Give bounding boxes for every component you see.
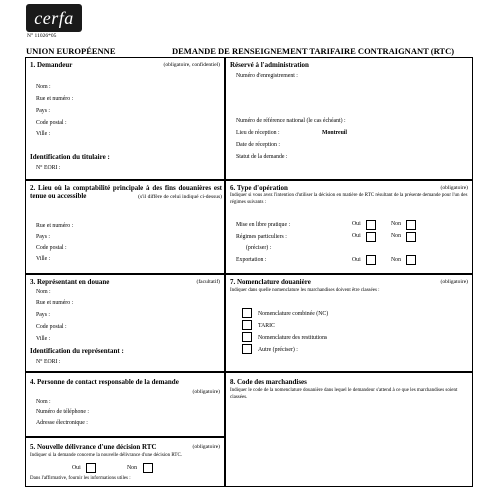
section-4-box: [25, 372, 225, 437]
s7-restitutions-checkbox[interactable]: [242, 332, 252, 342]
section-1-note: (obligatoire, confidentiel): [163, 62, 220, 68]
union-label: UNION EUROPÉENNE: [26, 46, 116, 56]
admin-place-label: Lieu de réception :: [236, 130, 280, 136]
section-7-note: (obligatoire): [440, 279, 468, 285]
s3-field-rue[interactable]: Rue et numéro :: [36, 300, 74, 306]
s3-field-ville[interactable]: Ville :: [36, 336, 51, 342]
s1-eori[interactable]: N° EORI :: [36, 165, 61, 171]
section-5-desc: Indiquer si la demande concerne la nouvelle délivrance d'une décision RTC.: [30, 453, 183, 458]
s4-field-tel[interactable]: Numéro de téléphone :: [36, 409, 89, 415]
section-6-desc: Indiquer si vous avez l'intention d'utiliser la décision en matière de RTC résultant de la présente demande pour l'un des régimes suivants :: [230, 193, 468, 205]
s2-field-ville[interactable]: Ville :: [36, 256, 51, 262]
admin-reg: Numéro d'enregistrement :: [236, 73, 298, 79]
s3-field-cp[interactable]: Code postal :: [36, 324, 67, 330]
s6-export-oui-checkbox[interactable]: [366, 255, 376, 265]
section-4-note: (obligatoire): [192, 389, 220, 395]
section-3-title: 3. Représentant en douane: [30, 278, 110, 286]
admin-ref: Numéro de référence national (le cas échéant) :: [236, 118, 346, 124]
section-1-title: 1. Demandeur: [30, 61, 73, 69]
s1-field-cp[interactable]: Code postal :: [36, 120, 67, 126]
section-3-box: [25, 274, 225, 372]
section-8-desc: Indiquer le code de la nomenclature douanière dans lequel le demandeur s'attend à ce que les marchandises soient classées.: [230, 388, 458, 400]
s6-non-label: Non: [391, 233, 401, 239]
s6-non-label: Non: [391, 257, 401, 263]
s3-field-nom[interactable]: Nom :: [36, 289, 51, 295]
s6-row-export: Exportation :: [236, 257, 267, 263]
s7-option-nc: Nomenclature combinée (NC): [258, 311, 329, 317]
s6-row-preciser: (préciser) :: [246, 245, 272, 251]
cerfa-logo: cerfa: [26, 4, 82, 32]
s7-nc-checkbox[interactable]: [242, 308, 252, 318]
section-8-title: 8. Code des marchandises: [230, 378, 307, 386]
s6-particuliers-oui-checkbox[interactable]: [366, 232, 376, 242]
s6-row-libre: Mise en libre pratique :: [236, 222, 291, 228]
s7-autre-checkbox[interactable]: [242, 344, 252, 354]
s7-taric-checkbox[interactable]: [242, 320, 252, 330]
admin-place-value: Montreuil: [322, 130, 348, 136]
s7-option-autre: Autre (préciser) :: [258, 347, 298, 353]
s5-oui-label: Oui: [72, 465, 81, 471]
s2-field-pays[interactable]: Pays :: [36, 234, 51, 240]
admin-box: [225, 57, 473, 180]
s5-oui-checkbox[interactable]: [86, 463, 96, 473]
s6-libre-oui-checkbox[interactable]: [366, 220, 376, 230]
section-6-note: (obligatoire): [440, 185, 468, 191]
section-6-box: [225, 180, 473, 274]
s1-field-ville[interactable]: Ville :: [36, 131, 51, 137]
section-7-title: 7. Nomenclature douanière: [230, 278, 311, 286]
section-5-title: 5. Nouvelle délivrance d'une décision RTC: [30, 443, 157, 451]
s3-eori[interactable]: N° EORI :: [36, 359, 61, 365]
s5-non-label: Non: [127, 465, 137, 471]
admin-status: Statut de la demande :: [236, 154, 288, 160]
s6-row-particuliers: Régimes particuliers :: [236, 234, 287, 240]
s5-after: Dans l'affirmative, fournir les informations utiles :: [30, 476, 131, 481]
admin-title: Réservé à l'administration: [230, 61, 309, 69]
s6-non-label: Non: [391, 221, 401, 227]
section-5-note: (obligatoire): [192, 444, 220, 450]
section-2-title: 2. Lieu où la comptabilité principale à des fins douanières est tenue ou accessible: [30, 184, 222, 200]
s4-field-email[interactable]: Adresse électronique :: [36, 420, 88, 426]
s6-libre-non-checkbox[interactable]: [406, 220, 416, 230]
s7-option-restitutions: Nomenclature des restitutions: [258, 335, 328, 341]
s1-field-nom[interactable]: Nom :: [36, 84, 51, 90]
s2-field-cp[interactable]: Code postal :: [36, 245, 67, 251]
s1-field-pays[interactable]: Pays :: [36, 108, 51, 114]
section-6-title: 6. Type d'opération: [230, 184, 288, 192]
section-8-box: [225, 372, 473, 487]
form-title: DEMANDE DE RENSEIGNEMENT TARIFAIRE CONTRAIGNANT (RTC): [172, 46, 455, 56]
section-7-box: [225, 274, 473, 372]
s5-non-checkbox[interactable]: [143, 463, 153, 473]
s1-id-title: Identification du titulaire :: [30, 153, 110, 161]
s2-field-rue[interactable]: Rue et numéro :: [36, 223, 74, 229]
s6-particuliers-non-checkbox[interactable]: [406, 232, 416, 242]
admin-date: Date de réception :: [236, 142, 280, 148]
s6-oui-label: Oui: [352, 221, 361, 227]
section-1-box: [25, 57, 225, 180]
form-number: N° 11026*05: [27, 33, 57, 39]
section-2-note: (s'il diffère de celui indiqué ci-dessus): [138, 194, 222, 200]
s6-export-non-checkbox[interactable]: [406, 255, 416, 265]
s3-field-pays[interactable]: Pays :: [36, 312, 51, 318]
section-3-note: (facultatif): [196, 279, 220, 285]
s6-oui-label: Oui: [352, 233, 361, 239]
s6-oui-label: Oui: [352, 257, 361, 263]
s4-field-nom[interactable]: Nom :: [36, 399, 51, 405]
s7-option-taric: TARIC: [258, 323, 275, 329]
s1-field-rue[interactable]: Rue et numéro :: [36, 96, 74, 102]
s3-id-title: Identification du représentant :: [30, 347, 124, 355]
section-7-desc: Indiquer dans quelle nomenclature les marchandises doivent être classées :: [230, 288, 380, 293]
section-2-box: [25, 180, 225, 274]
section-4-title: 4. Personne de contact responsable de la demande: [30, 378, 179, 386]
